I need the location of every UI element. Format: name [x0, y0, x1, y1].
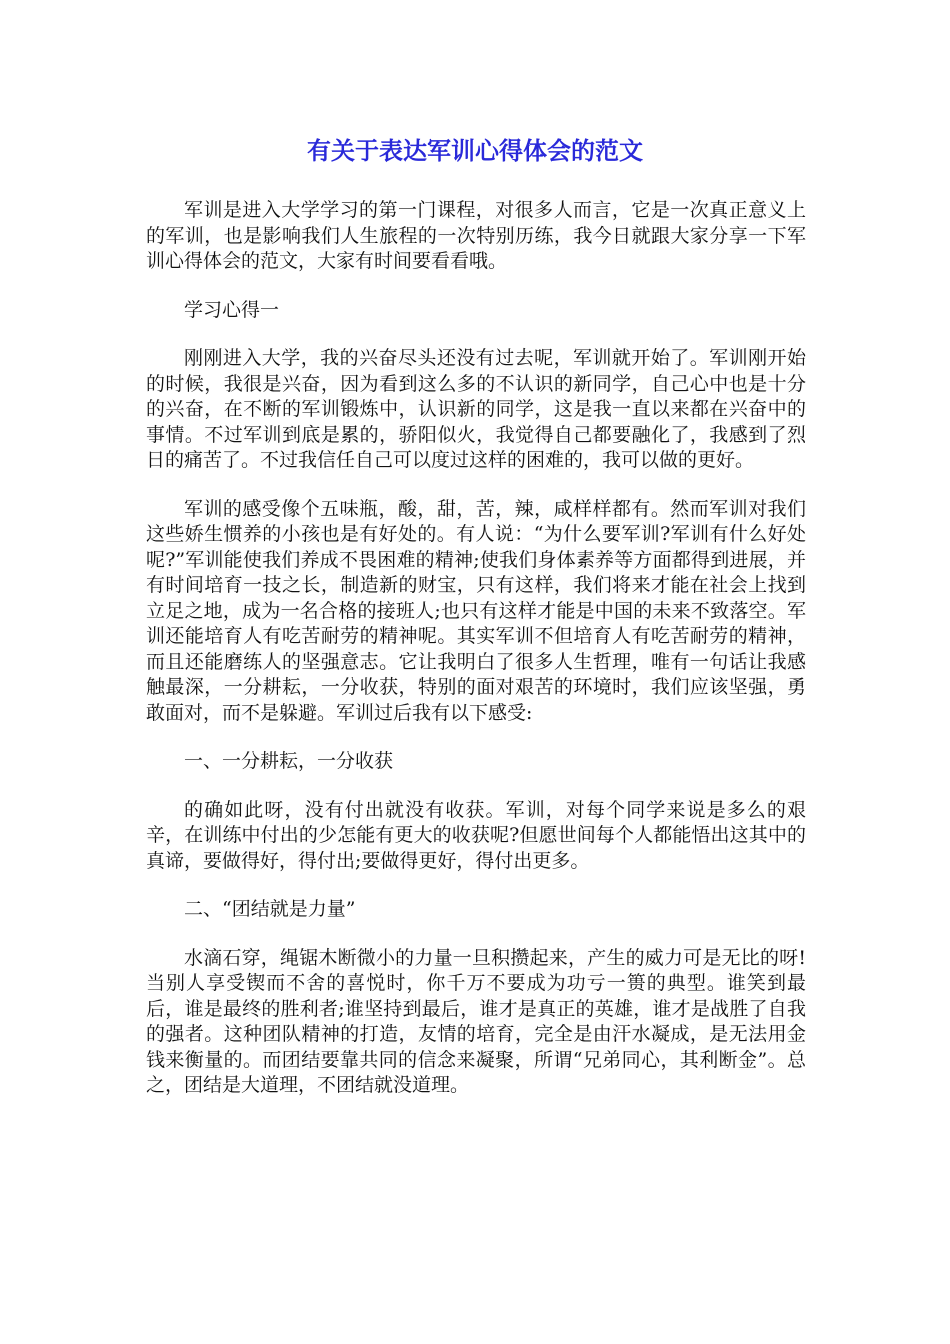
section-heading-1: 学习心得一 — [184, 298, 280, 321]
document-title: 有关于表达军训心得体会的范文 — [307, 137, 643, 165]
subheading-1: 一、一分耕耘，一分收获 — [184, 750, 394, 772]
paragraph-2: 军训的感受像个五味瓶，酸，甜，苦，辣，咸样样都有。然而军训对我们这些娇生惯养的小孩也是有好处的。有人说：“为什么要军训?军训有什么好处呢?”军训能使我们养成不畏困难的精神;使我们身体素养等方面都得到进展，并有时间培育一技之长，制造新的财宝，只有这样，我们将来才能在社会上找到立足之地，成为一名合格的接班人;也只有这样才能是中国的未来不致落空。军训还能培育人有吃苦耐劳的精神呢。其实军训不但培育人有吃苦耐劳的精神，而且还能磨练人的坚强意志。它让我明白了很多人生哲理，唯有一句话让我感触最深，一分耕耘，一分收获，特别的面对艰苦的环境时，我们应该坚强，勇敢面对，而不是躲避。军训过后我有以下感受: — [146, 497, 806, 724]
paragraph-3: 的确如此呀，没有付出就没有收获。军训，对每个同学来说是多么的艰辛，在训练中付出的少怎能有更大的收获呢?但愿世间每个人都能悟出这其中的真谛，要做得好，得付出;要做得更好，得付出更多。 — [146, 798, 806, 872]
paragraph-4: 水滴石穿，绳锯木断微小的力量一旦积攒起来，产生的威力可是无比的呀!当别人享受锲而不舍的喜悦时，你千万不要成为功亏一篑的典型。谁笑到最后，谁是最终的胜利者;谁坚持到最后，谁才是真正的英雄，谁才是战胜了自我的强者。这种团队精神的打造，友情的培育，完全是由汗水凝成，是无法用金钱来衡量的。而团结要靠共同的信念来凝聚，所谓“兄弟同心，其利断金”。总之，团结是大道理，不团结就没道理。 — [146, 946, 806, 1096]
document-body — [146, 198, 806, 1122]
subheading-2: 二、“团结就是力量” — [184, 898, 356, 920]
paragraph-1: 刚刚进入大学，我的兴奋尽头还没有过去呢，军训就开始了。军训刚开始的时候，我很是兴奋，因为看到这么多的不认识的新同学，自己心中也是十分的兴奋，在不断的军训锻炼中，认识新的同学，这是我一直以来都在兴奋中的事情。不过军训到底是累的，骄阳似火，我觉得自己都要融化了，我感到了烈日的痛苦了。不过我信任自己可以度过这样的困难的，我可以做的更好。 — [146, 347, 806, 471]
paragraph-intro: 军训是进入大学学习的第一门课程，对很多人而言，它是一次真正意义上的军训，也是影响我们人生旅程的一次特别历练，我今日就跟大家分享一下军训心得体会的范文，大家有时间要看看哦。 — [146, 199, 806, 272]
